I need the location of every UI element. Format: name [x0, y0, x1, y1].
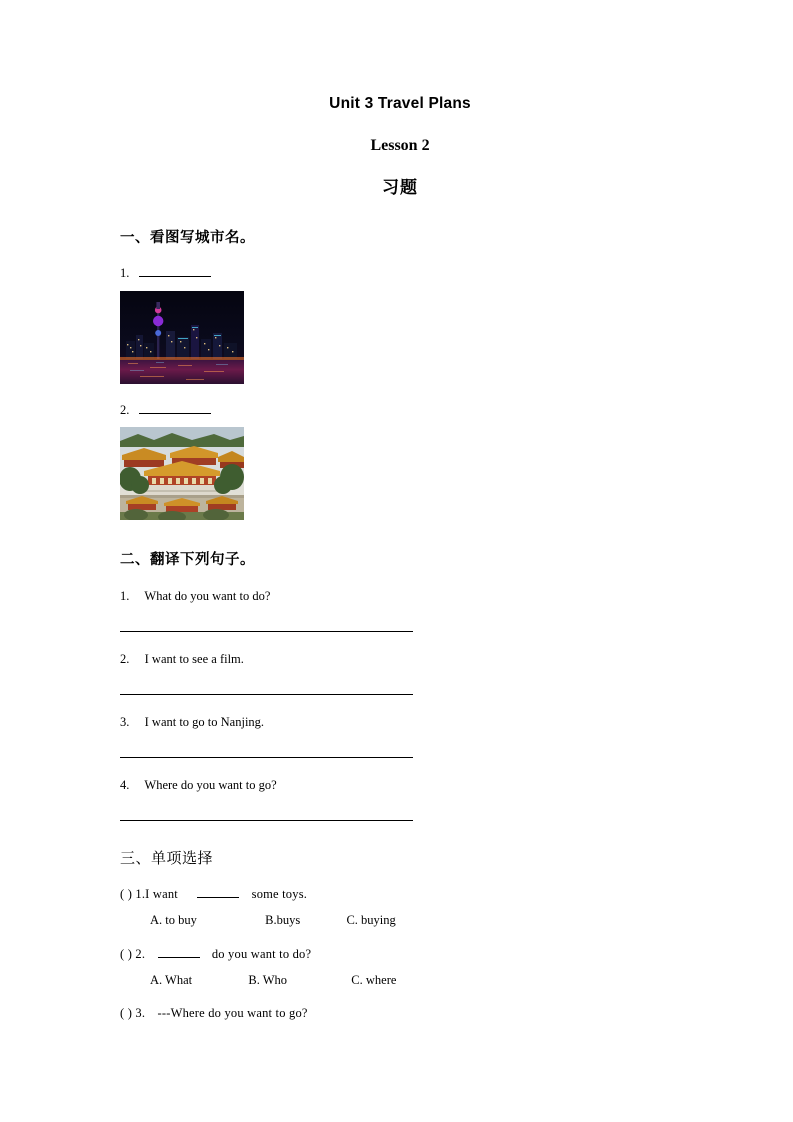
- translate-item-2: [120, 652, 680, 667]
- item-text: I want to go to Nanjing.: [144, 715, 265, 729]
- choice-bracket[interactable]: ( ): [120, 1006, 133, 1020]
- section-1-item-2: [120, 402, 680, 420]
- lesson-subtitle: Lesson 2: [370, 137, 430, 154]
- option-a[interactable]: A. to buy: [150, 913, 197, 927]
- section-1-heading: 一、看图写城市名。: [120, 230, 255, 246]
- document-body: [120, 95, 680, 1021]
- choice-bracket[interactable]: ( ): [120, 947, 133, 961]
- answer-line[interactable]: [120, 693, 413, 695]
- choice-options-1: [120, 913, 680, 928]
- answer-blank[interactable]: [197, 886, 239, 898]
- shanghai-skyline-photo: [120, 291, 680, 384]
- translate-item-3: [120, 715, 680, 730]
- choice-question-3: [120, 1006, 680, 1021]
- choice-stem-after: do you want to do?: [211, 947, 312, 961]
- forbidden-city-photo: [120, 427, 680, 520]
- item-number: 2.: [120, 652, 130, 666]
- section-2-heading: 二、翻译下列句子。: [120, 552, 255, 568]
- answer-blank[interactable]: [139, 402, 211, 414]
- item-text: What do you want to do?: [144, 589, 271, 603]
- answer-line[interactable]: [120, 819, 413, 821]
- forbidden-city-image: [120, 427, 244, 520]
- choice-question-2: [120, 946, 680, 962]
- item-number: 3.: [135, 1006, 146, 1020]
- translate-item-1: [120, 589, 680, 604]
- choice-stem-after: some toys.: [251, 887, 308, 901]
- item-number: 2.: [120, 402, 130, 417]
- section-1-item-1: [120, 265, 680, 283]
- section-3-heading: 三、单项选择: [120, 849, 214, 867]
- option-a[interactable]: A. What: [150, 973, 193, 987]
- item-number: 4.: [120, 778, 130, 792]
- shanghai-skyline-image: [120, 291, 244, 384]
- page-title: Unit 3 Travel Plans: [329, 95, 471, 112]
- option-b[interactable]: B. Who: [248, 973, 288, 987]
- choice-question-1: [120, 886, 680, 902]
- option-c[interactable]: C. where: [351, 973, 397, 987]
- answer-line[interactable]: [120, 630, 413, 632]
- choice-stem: I want: [145, 887, 178, 901]
- item-text: Where do you want to go?: [144, 778, 277, 792]
- choice-stem: ---Where do you want to go?: [157, 1006, 308, 1020]
- answer-blank[interactable]: [158, 946, 200, 958]
- item-number: 1.: [135, 887, 146, 901]
- option-b[interactable]: B.buys: [265, 913, 301, 927]
- item-number: 3.: [120, 715, 130, 729]
- exercise-heading: 习题: [382, 178, 418, 198]
- item-number: 2.: [135, 947, 146, 961]
- answer-blank[interactable]: [139, 265, 211, 277]
- choice-bracket[interactable]: ( ): [120, 887, 133, 901]
- item-text: I want to see a film.: [144, 652, 244, 666]
- item-number: 1.: [120, 589, 130, 603]
- translate-item-4: [120, 778, 680, 793]
- option-c[interactable]: C. buying: [346, 913, 396, 927]
- choice-options-2: [120, 973, 680, 988]
- item-number: 1.: [120, 266, 130, 280]
- answer-line[interactable]: [120, 756, 413, 758]
